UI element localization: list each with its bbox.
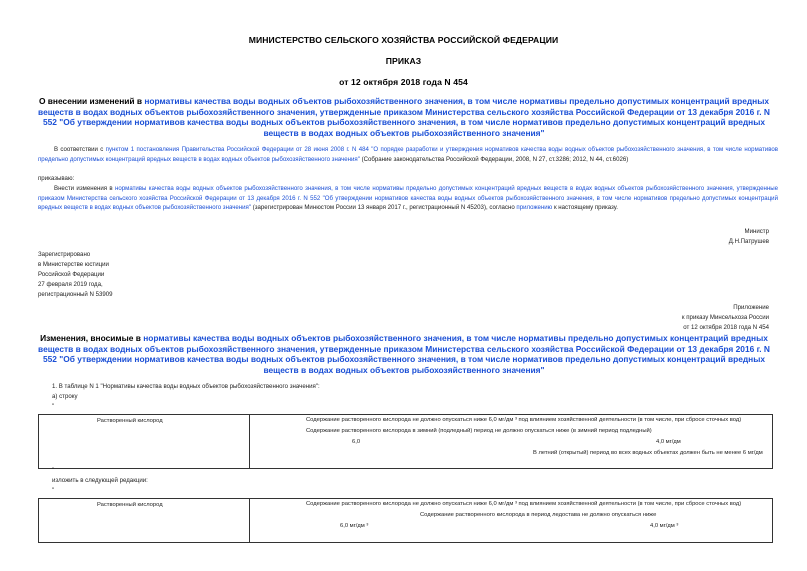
table-new-v1: 6,0 мг/дм ³ [340, 523, 369, 529]
table-old-param [39, 415, 250, 469]
paragraph-basis [38, 145, 778, 164]
p3-start: Внести изменения в [54, 185, 115, 192]
table-new-row [38, 498, 773, 543]
signature-position: Министр [744, 228, 769, 235]
table-new-row-1 [250, 499, 772, 510]
paragraph-amend [38, 184, 778, 213]
p3-link-norms[interactable]: нормативы качества воды водных объектов рыбохозяйственного значения, в том числе нормативы предельно допустимых концентраций вредных веществ в водах водных объектов рыбохозяйственного значения, утвержденные приказом Министерства сельского хозяйства Российской Федерации от 13 декабря 2016 г. N 552 "Об утверждении нормативов качества воды водных объектов рыбохозяйственного значения, в том числе нормативов предельно допустимых концентраций вредных веществ в водах водных объектов рыбохозяйственного значения" [38, 185, 778, 212]
doc-type-heading: ПРИКАЗ [385, 56, 422, 66]
table-new-row-2 [250, 510, 772, 521]
table-new-row-3 [250, 521, 772, 532]
quote-open-1: " [52, 403, 55, 410]
table-new-r2-text: Содержание растворенного кислорода в период ледостава не должно опускаться ниже [420, 512, 657, 518]
registration-line-3: Российской Федерации [38, 271, 105, 278]
p1-start: В соответствии с [54, 146, 106, 153]
table-new-param [39, 499, 250, 543]
registration-line-5: регистрационный N 53909 [38, 291, 113, 298]
appendix-line-3: от 12 октября 2018 года N 454 [683, 324, 769, 331]
registration-line-2: в Министерстве юстиции [38, 261, 109, 268]
table-old-r2-text: Содержание растворенного кислорода в зимний (подледный) период не должно опускаться ниже (в зимний период подледный) [306, 428, 652, 434]
table-old-v1: 6,0 [352, 439, 361, 445]
table-new-v2: 4,0 мг/дм ³ [650, 523, 679, 529]
table-new-r1-text: Содержание растворенного кислорода не должно опускаться ниже 6,0 мг/дм ³ под влиянием хозяйственной деятельности (в том числе, при сбросе сточных вод) [306, 501, 742, 507]
table-old-row [38, 414, 773, 469]
title-link[interactable]: нормативы качества воды водных объектов рыбохозяйственного значения, в том числе нормативы предельно допустимых концентраций вредных веществ в водах водных объектов рыбохозяйственного значения, утвержденные приказом Министерства сельского хозяйства Российской Федерации от 13 декабря 2016 г. N 552 "Об утверждении нормативов качества воды водных объектов рыбохозяйственного значения, в том числе нормативов предельно допустимых концентраций вредных веществ в водах водных объектов рыбохозяйственного значения" [38, 96, 770, 138]
table-new-values [250, 499, 773, 543]
table-old-r4-text: В летний (открытый) период во всех водных объектах должен быть не менее 6 мг/дм [533, 450, 763, 456]
appendix-line-2: к приказу Минсельхоза России [681, 314, 769, 321]
appendix-title-link[interactable]: нормативы качества воды водных объектов рыбохозяйственного значения, в том числе нормативы предельно допустимых концентраций вредных веществ в водах водных объектов рыбохозяйственного значения, утвержденные приказом Министерства сельского хозяйства Российской Федерации от 13 декабря 2016 г. N 552 "Об утверждении нормативов качества воды водных объектов рыбохозяйственного значения, в том числе нормативов предельно допустимых концентраций вредных веществ в водах водных объектов рыбохозяйственного значения" [38, 333, 770, 375]
ministry-heading: МИНИСТЕРСТВО СЕЛЬСКОГО ХОЗЯЙСТВА РОССИЙСКОЙ ФЕДЕРАЦИИ [248, 35, 559, 45]
table-old-v2: 4,0 мг/дм [656, 439, 681, 445]
document-title [36, 96, 772, 138]
quote-open-2: " [52, 487, 55, 494]
appendix-item-1 [52, 382, 320, 391]
registration-line-1: Зарегистрировано [38, 251, 91, 258]
table-old-row-1 [250, 415, 772, 426]
p3-end: к настоящему приказу. [552, 204, 618, 212]
p1-link[interactable]: пунктом 1 постановления Правительства Российской Федерации от 28 июня 2008 г. N 484 "О порядке разработки и утверждения нормативов качества воды водных объектов рыбохозяйственного значения, в том числе нормативов предельно допустимых концентраций вредных веществ в водах водных объектов рыбохозяйственного значения" [38, 146, 778, 163]
quote-close-1: " [52, 467, 55, 474]
appendix-line-1: Приложение [733, 304, 769, 311]
item1-text: 1. В таблице N 1 "Нормативы качества воды водных объектов рыбохозяйственного значения": [52, 383, 320, 390]
paragraph-order: приказываю: [38, 175, 75, 182]
appendix-title-prefix: Изменения, вносимые в [40, 333, 144, 343]
table-new-param-text: Растворенный кислород [97, 502, 163, 508]
p3-link-appendix[interactable]: приложению [516, 204, 553, 212]
appendix-item-1a: а) строку [52, 393, 78, 400]
title-prefix: О внесении изменений в [38, 96, 145, 106]
table-old-row-2 [250, 426, 772, 437]
signature-name: Д.Н.Патрушев [728, 238, 769, 245]
table-old-row-3 [250, 437, 772, 448]
table-old-param-text: Растворенный кислород [97, 418, 163, 424]
table-old-values [250, 415, 773, 469]
table-old-r1-text: Содержание растворенного кислорода не должно опускаться ниже 6,0 мг/дм ³ под влиянием хозяйственной деятельности (в том числе, при сбросе сточных вод) [306, 417, 742, 423]
appendix-title [36, 333, 772, 375]
table-old-row-4 [250, 448, 772, 459]
registration-line-4: 27 февраля 2019 года, [38, 281, 103, 288]
date-number-heading: от 12 октября 2018 года N 454 [339, 77, 468, 87]
p3-mid: (зарегистрирован Минюстом России 13 января 2017 г., регистрационный N 45203), согласно [251, 204, 517, 212]
redaction-text: изложить в следующей редакции: [52, 477, 148, 484]
p1-end: (Собрание законодательства Российской Федерации, 2008, N 27, ст.3286; 2012, N 44, ст.6026) [359, 155, 629, 163]
